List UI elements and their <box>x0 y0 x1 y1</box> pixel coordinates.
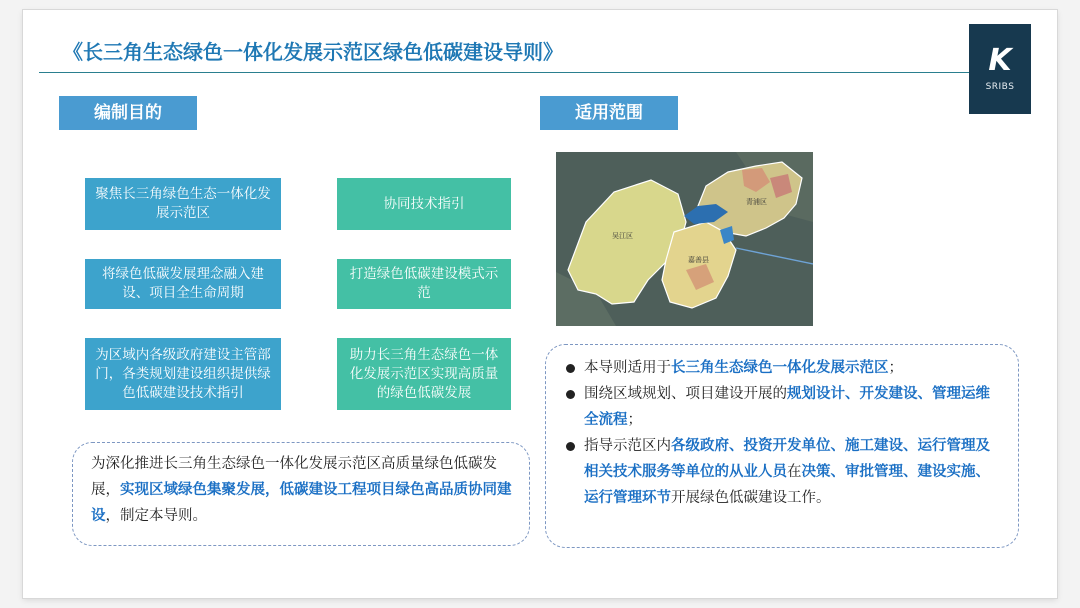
purpose-box-5: 为区域内各级政府建设主管部门，各类规划建设组织提供绿色低碳建设技术指引 <box>85 338 281 410</box>
purpose-box-1: 聚焦长三角绿色生态一体化发展示范区 <box>85 178 281 230</box>
bullet-icon <box>566 364 575 373</box>
summary-suffix: ，制定本导则。 <box>105 508 207 524</box>
purpose-box-3: 将绿色低碳发展理念融入建设、项目全生命周期 <box>85 259 281 309</box>
scope-item-highlight-2: 决策、审批管理、建设实施、运行管理环节 <box>584 464 990 506</box>
scope-item-highlight: 各级政府、投资开发单位、施工建设、运行管理及相关技术服务等单位的从业人员 <box>584 438 990 480</box>
scope-item-highlight: 长三角生态绿色一体化发展示范区 <box>671 360 889 376</box>
region-map <box>556 152 813 326</box>
region-map-image <box>556 152 813 326</box>
summary-prefix: 为深化推进长三角生态绿色一体化发展示范区高质量绿色低碳发展， <box>91 456 497 498</box>
summary-highlight: 实现区域绿色集聚发展，低碳建设工程项目绿色高品质协同建设 <box>91 482 512 524</box>
map-label-wujiang: 吴江区 <box>612 232 633 240</box>
scope-item-text: 本导则适用于 <box>584 360 671 376</box>
sribs-logo <box>969 24 1031 114</box>
map-label-qingpu: 青浦区 <box>746 198 767 206</box>
scope-item-text: 指导示范区内 <box>584 438 671 454</box>
scope-item <box>558 381 1004 433</box>
scope-tag: 适用范围 <box>540 96 678 130</box>
logo-mark-icon: K <box>988 43 1012 78</box>
title-divider <box>39 72 981 73</box>
scope-item-middle: 在 <box>787 464 802 480</box>
scope-item-highlight: 规划设计、开发建设、管理运维全流程 <box>584 386 990 428</box>
purpose-box-2: 协同技术指引 <box>337 178 511 230</box>
scope-item <box>558 355 1004 381</box>
bullet-icon <box>566 390 575 399</box>
purpose-box-6: 助力长三角生态绿色一体化发展示范区实现高质量的绿色低碳发展 <box>337 338 511 410</box>
scope-item <box>558 433 1004 511</box>
scope-item-suffix: ； <box>627 412 642 428</box>
map-label-jiashan: 嘉善县 <box>688 256 709 264</box>
purpose-summary <box>72 442 530 546</box>
scope-item-text: 围绕区域规划、项目建设开展的 <box>584 386 787 402</box>
purpose-tag: 编制目的 <box>59 96 197 130</box>
scope-list <box>558 355 1004 511</box>
bullet-icon <box>566 442 575 451</box>
scope-item-suffix: ； <box>888 360 903 376</box>
logo-text: SRIBS <box>985 82 1015 92</box>
page-title: 《长三角生态绿色一体化发展示范区绿色低碳建设导则》 <box>63 40 563 64</box>
slide <box>23 10 1057 598</box>
scope-item-suffix: 开展绿色低碳建设工作。 <box>671 490 831 506</box>
scope-description <box>545 344 1019 548</box>
purpose-box-4: 打造绿色低碳建设模式示范 <box>337 259 511 309</box>
